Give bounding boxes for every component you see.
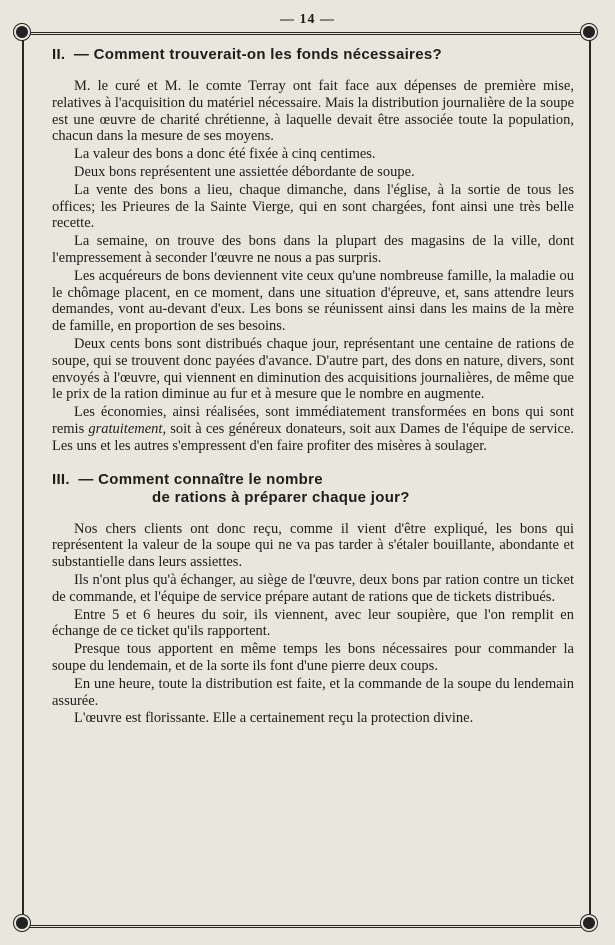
paragraph: Ils n'ont plus qu'à échanger, au siège de l'œuvre, deux bons par ration contre un ticket de commande, et l'équipe de service prépare autant de rations que de tickets distribués. xyxy=(52,571,574,605)
section-2-dash: — xyxy=(73,46,90,63)
page-number: — 14 — xyxy=(280,12,335,27)
section-3-number: III. xyxy=(52,470,70,488)
frame-right-rule xyxy=(589,40,591,914)
corner-ornament-icon xyxy=(16,917,28,929)
paragraph: Presque tous apportent en même temps les bons nécessaires pour commander la soupe du lendemain, et de la sorte ils font d'une pierre deux coups. xyxy=(52,641,574,674)
paragraph: La valeur des bons a donc été fixée à cinq centimes. xyxy=(74,146,376,163)
paragraph: La vente des bons a lieu, chaque dimanche, dans l'église, à la sortie de tous les offices; les Prieures de la Sainte Vierge, qui en sont chargées, font ainsi une très belle recette. xyxy=(52,181,574,232)
paragraph: En une heure, toute la distribution est faite, et la commande de la soupe du lendemain assurée. xyxy=(52,675,574,709)
paragraph: La semaine, on trouve des bons dans la plupart des magasins de la ville, dont l'empressement à seconder l'œuvre ne nous a pas surpris. xyxy=(52,233,574,266)
paragraph: L'œuvre est florissante. Elle a certainement reçu la protection divine. xyxy=(74,710,474,727)
paragraph: Les acquéreurs de bons deviennent vite ceux qu'une nombreuse famille, la maladie ou le chômage placent, en ce moment, dans une situation d'épreuve, et, sans attendre leurs demandes, vont au-devant d'eux. Les bons se réunissent ainsi dans les mains de la mère de famille, en proportion de ses besoins. xyxy=(52,267,574,335)
paragraph: Deux bons représentent une assiettée débordante de soupe. xyxy=(74,163,415,180)
section-2-heading xyxy=(52,46,574,64)
section-3-dash: — xyxy=(78,470,94,488)
corner-ornament-icon xyxy=(583,26,595,38)
page-body xyxy=(52,46,574,728)
paragraph-text: Les économies, ainsi réalisées, sont immédiatement transformées en bons qui sont remis xyxy=(52,404,574,437)
corner-ornament-icon xyxy=(16,26,28,38)
emphasis: gratuitement xyxy=(88,420,163,437)
paragraph: Entre 5 et 6 heures du soir, ils viennent, avec leur soupière, que l'on remplit en échange de ce ticket qu'ils rapportent. xyxy=(52,606,574,640)
section-2-title: Comment trouverait-on les fonds nécessaires? xyxy=(93,46,442,63)
section-3-title-line-2: de rations à préparer chaque jour? xyxy=(152,488,410,506)
frame-left-rule xyxy=(22,40,24,914)
paragraph: Deux cents bons sont distribués chaque jour, représentant une centaine de rations de soupe, qui se trouvent donc payées d'avance. D'autre part, des dons en nature, divers, sont envoyés à l'œuvre, qui viennent en diminution des acquisitions journalières, de même que le prix de la ration diminue au fur et à mesure que le nombre en augmente. xyxy=(52,335,574,403)
paragraph: M. le curé et M. le comte Terray ont fait face aux dépenses de première mise, relatives à l'acquisition du matériel nécessaire. Mais la distribution journalière de la soupe est une œuvre de charité chrétienne, à laquelle devait être associée toute la population, chacun dans la mesure de ses moyens. xyxy=(52,78,574,145)
section-3-title-line-1: Comment connaître le nombre xyxy=(98,470,323,488)
paragraph xyxy=(52,404,574,454)
section-2-number: II. xyxy=(52,46,66,63)
paragraph: Nos chers clients ont donc reçu, comme il vient d'être expliqué, les bons qui représentent la valeur de la soupe qui ne va pas tarder à s'étaler bouillante, abondante et substantielle dans leurs assiettes. xyxy=(52,520,574,571)
section-3-heading xyxy=(52,471,574,507)
paragraph-text: , soit à ces généreux donateurs, soit aux Dames de l'équipe de service. Les uns et les autres s'empressent d'en faire profiter des misères à soulager. xyxy=(52,420,575,454)
corner-ornament-icon xyxy=(583,917,595,929)
